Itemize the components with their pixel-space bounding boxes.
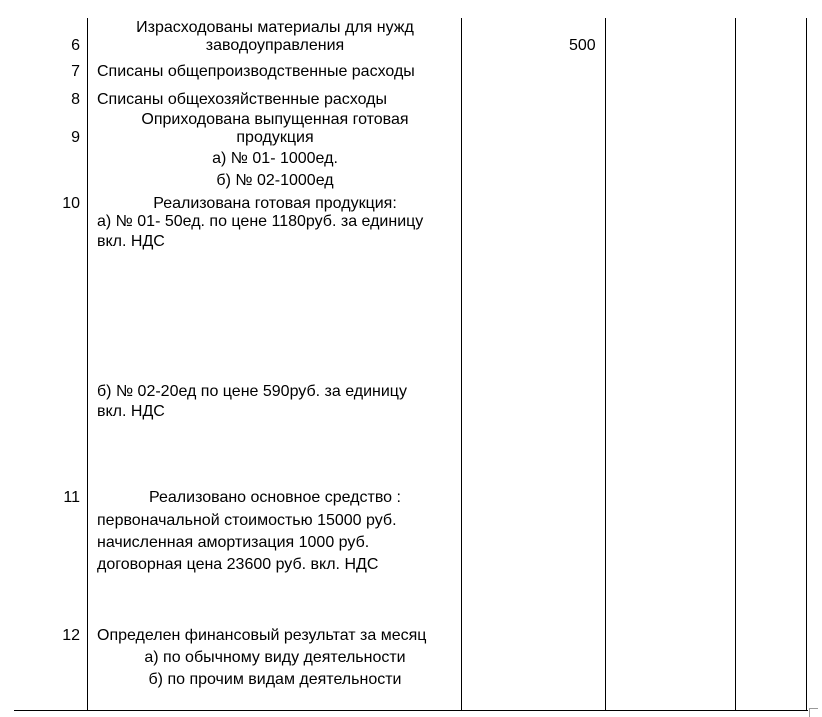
row-number: 6 [71, 37, 80, 54]
table-border-bottom [14, 710, 808, 711]
row-description: Списаны общепроизводственные расходы [97, 63, 415, 80]
row-description-line: вкл. НДС [97, 403, 165, 420]
row-description-line: а) № 01- 50ед. по цене 1180руб. за единицу [97, 213, 424, 230]
row-number: 11 [63, 489, 80, 506]
table-border-debit-right [735, 18, 736, 711]
row-number: 10 [62, 195, 80, 212]
table-border-description-right [461, 18, 462, 711]
row-description-line: б) по прочим видам деятельности [148, 671, 402, 688]
table-border-right [806, 18, 807, 711]
row-description-line: начисленная амортизация 1000 руб. [97, 534, 370, 551]
row-description-line: Реализована готовая продукция: [153, 195, 397, 212]
row-description-line: а) по обычному виду деятельности [144, 649, 406, 666]
row-description-line: а) № 01- 1000ед. [212, 150, 338, 167]
table-border-amount-right [605, 18, 606, 711]
row-description-line: заводоуправления [205, 37, 345, 54]
row-description-line: Израсходованы материалы для нужд [136, 19, 414, 36]
row-number: 12 [62, 627, 80, 644]
row-description-line: договорная цена 23600 руб. вкл. НДС [97, 556, 379, 573]
table-border-left [87, 18, 88, 711]
row-description-line: Оприходована выпущенная готовая [141, 111, 409, 128]
row-description-line: вкл. НДС [97, 233, 165, 250]
row-number: 8 [71, 91, 80, 108]
row-description-line: Определен финансовый результат за месяц [97, 627, 427, 644]
row-description: Списаны общехозяйственные расходы [97, 91, 387, 108]
row-number: 7 [71, 63, 80, 80]
row-description-line: Реализовано основное средство : [149, 489, 401, 506]
row-description-line: продукция [236, 129, 314, 146]
row-description-line: б) № 02-1000ед [216, 172, 334, 189]
row-number: 9 [71, 129, 80, 146]
row-description-line: б) № 02-20ед по цене 590руб. за единицу [97, 383, 407, 400]
row-description-line: первоначальной стоимостью 15000 руб. [97, 512, 397, 529]
row-amount: 500 [569, 37, 596, 54]
page-corner-mark [809, 708, 818, 717]
